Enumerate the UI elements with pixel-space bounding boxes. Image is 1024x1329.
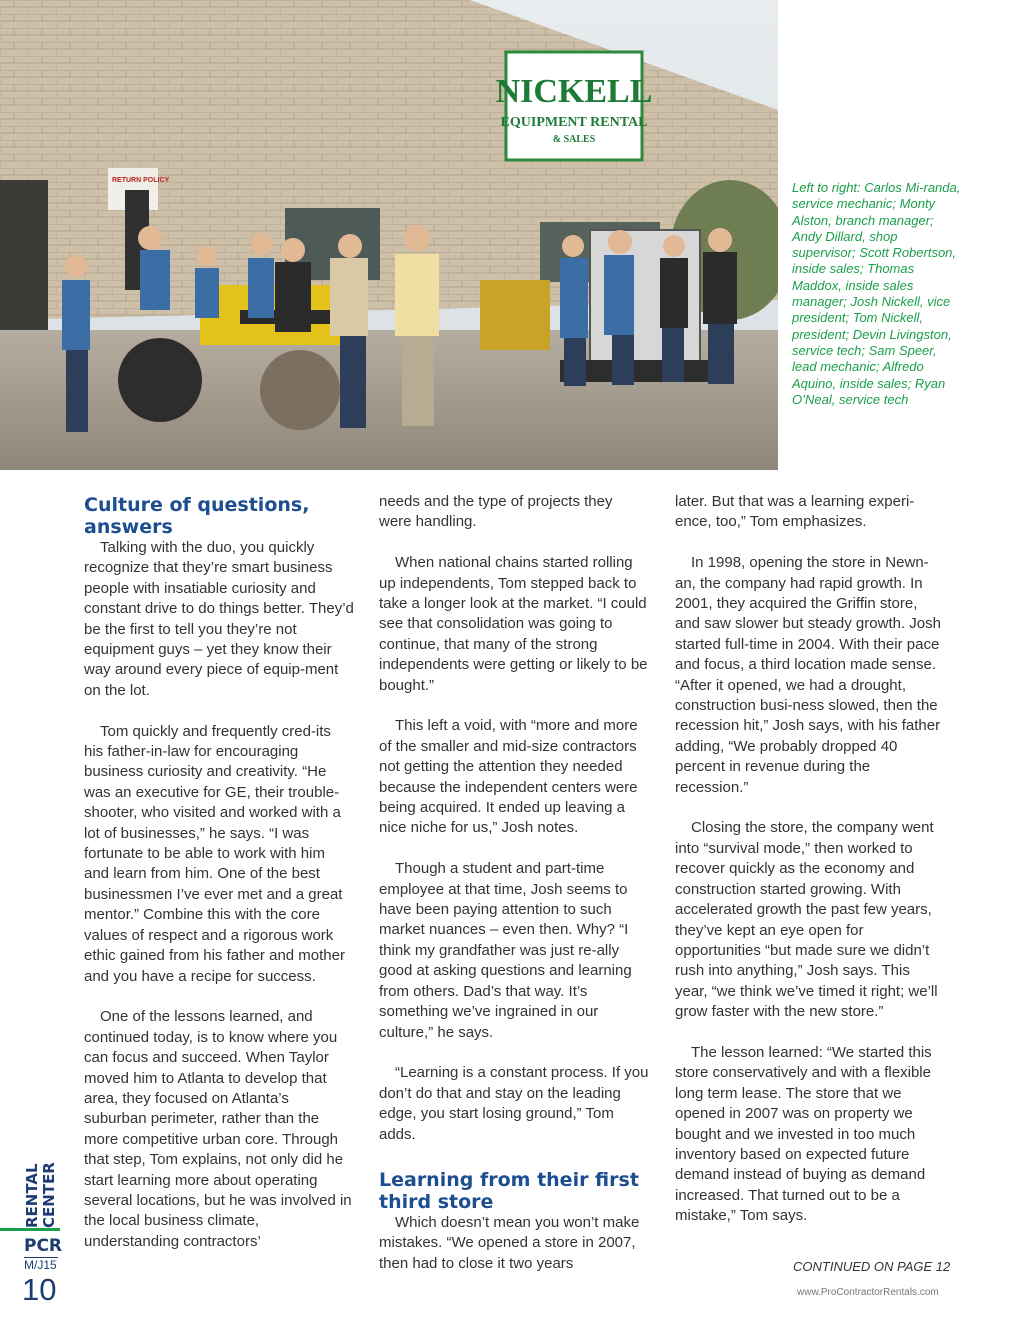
team-photo <box>0 0 778 470</box>
section-heading-learning: Learning from their first third store <box>379 1168 639 1213</box>
paragraph: Which doesn’t mean you won’t make mistakes. “We opened a store in 2007, then had to close it two years <box>379 1213 640 1272</box>
paragraph: One of the lessons learned, and continued today, is to know where you can focus and succeed. When Taylor moved him to Atlanta to develop that area, they focused on Atlanta’s suburban perimeter, rather than the more competitive urban core. Through that step, Tom explains, not only did he start learning more about operating several locations, but he was involved in the local business climate, understanding contractors’ <box>84 1008 352 1250</box>
paragraph: “Learning is a constant process. If you don’t do that and stay on the leading edge, you start losing ground,” Tom adds. <box>379 1064 649 1143</box>
photo-caption: Left to right: Carlos Mi-randa, service mechanic; Monty Alston, branch manager; Andy Dillard, shop supervisor; Scott Robertson, inside sales; Thomas Maddox, inside sales manager; Josh Nickell, vice president; Tom Nickell, president; Devin Livingston, service tech; Sam Speer, lead mechanic; Alfredo Aquino, inside sales; Ryan O’Neal, service tech <box>792 180 961 407</box>
page-number: 10 <box>22 1272 57 1307</box>
team-photo-illustration <box>0 0 778 470</box>
section-label <box>24 1156 68 1230</box>
paragraph: When national chains started rolling up independents, Tom stepped back to take a longer look at the market. “I could see that consolidation was going to continue, that many of the strong independents were getting or likely to be bought.” <box>379 554 648 694</box>
svg-text:NICKELL: NICKELL <box>495 73 653 110</box>
continued-note: CONTINUED ON PAGE 12 <box>793 1259 951 1274</box>
paragraph: Closing the store, the company went into “survival mode,” then worked to recover quickly as the economy and construction started growing. With accelerated growth the past few years, they’ve kept an eye open for opportunities “but made sure we didn’t rush into anything,” Josh says. This year, “we think we’ve timed it right; we’ll grow faster with the new store.” <box>675 819 938 1021</box>
paragraph: Though a student and part-time employee at that time, Josh seems to have been paying attention to such market nuances – even then. Why? “I think my grandfather was just re-ally good at asking questions and learning from others. Dad’s that way. It’s something we’ve ingrained in our culture,” he says. <box>379 860 632 1041</box>
paragraph: needs and the type of projects they were handling. <box>379 493 613 531</box>
paragraph: The lesson learned: “We started this store conservatively and with a flexible long term lease. The store that we opened in 2007 was on property we bought and we invested in too much inventory based on expected future demand instead of buying as demand increased. That turned out to be a mistake,” Tom says. <box>675 1043 932 1225</box>
magazine-name: PCR <box>24 1236 63 1256</box>
paragraph: Tom quickly and frequently cred-its his father-in-law for encouraging business curiosity and creativity. “He was an executive for GE, their trouble-shooter, who visited and worked with a lot of businesses,” he says. “I was fortunate to be able to work with him and learn from him. One of the best businessmen I’ve ever met and a great mentor.” Combine this with the core values of respect and a rigorous work ethic gained from his father and mother and you have a recipe for success. <box>84 722 345 985</box>
svg-text:& SALES: & SALES <box>552 134 596 145</box>
article-column-2 <box>379 492 649 1274</box>
article-column-1 <box>84 494 354 1252</box>
paragraph: later. But that was a learning experi-ence, too,” Tom emphasizes. <box>675 493 915 531</box>
svg-text:RETURN POLICY: RETURN POLICY <box>112 177 170 184</box>
paragraph: In 1998, opening the store in Newn-an, the company had rapid growth. In 2001, they acquired the Griffin store, and saw slower but steady growth. Josh started full-time in 2004. With their pace and focus, a third location made sense. “After it opened, we had a drought, construction busi-ness slowed, then the recession hit,” Josh says, with his father adding, “We probably dropped 40 percent in revenue during the recession.” <box>675 554 941 796</box>
paragraph: This left a void, with “more and more of the smaller and mid-size contractors not getting the attention they needed because the independent centers were being acquired. It ended up leaving a nice niche for us,” Josh notes. <box>379 717 638 837</box>
section-label-text: RENTAL CENTER <box>23 1162 58 1228</box>
section-rule <box>0 1228 60 1231</box>
paragraph: Talking with the duo, you quickly recognize that they’re smart business people with insatiable curiosity and constant drive to do things better. They’d be the first to tell you they’re not equipment guys – yet they know their way around every piece of equip-ment on the lot. <box>84 539 354 699</box>
section-heading-culture: Culture of questions, answers <box>84 494 310 538</box>
svg-text:EQUIPMENT RENTAL: EQUIPMENT RENTAL <box>500 115 648 130</box>
website-url: www.ProContractorRentals.com <box>797 1287 939 1298</box>
article-column-3 <box>675 492 945 1227</box>
issue-label: M/J15 <box>24 1258 57 1272</box>
